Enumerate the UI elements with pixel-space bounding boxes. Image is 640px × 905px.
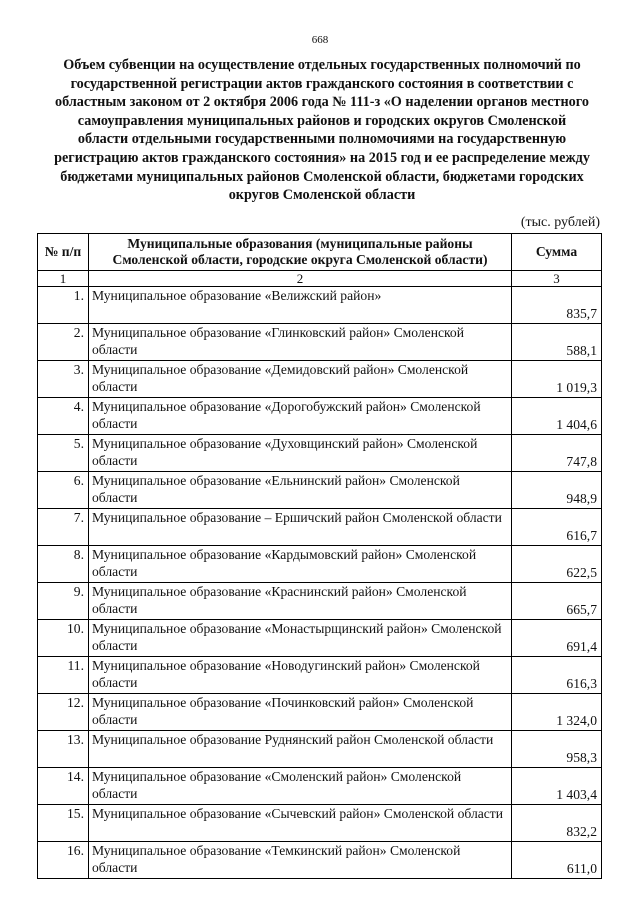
- table-row: [38, 620, 602, 657]
- table-header-row: [38, 234, 602, 271]
- row-number: 14.: [38, 768, 89, 805]
- subvention-amount: 588,1: [512, 324, 602, 361]
- header-number: № п/п: [38, 234, 89, 271]
- table-body: [38, 287, 602, 879]
- column-index-row: [38, 271, 602, 287]
- subvention-amount: 835,7: [512, 287, 602, 324]
- subvention-amount: 948,9: [512, 472, 602, 509]
- row-number: 5.: [38, 435, 89, 472]
- subvention-amount: 958,3: [512, 731, 602, 768]
- table-row: [38, 435, 602, 472]
- row-number: 10.: [38, 620, 89, 657]
- subvention-amount: 665,7: [512, 583, 602, 620]
- table-row: [38, 694, 602, 731]
- municipality-name: Муниципальное образование «Кардымовский район» Смоленской области: [89, 546, 512, 583]
- municipality-name: Муниципальное образование «Демидовский район» Смоленской области: [89, 361, 512, 398]
- subvention-amount: 1 404,6: [512, 398, 602, 435]
- municipality-name: Муниципальное образование «Духовщинский район» Смоленской области: [89, 435, 512, 472]
- municipality-name: Муниципальное образование «Монастырщинский район» Смоленской области: [89, 620, 512, 657]
- municipality-name: Муниципальное образование – Ершичский район Смоленской области: [89, 509, 512, 546]
- subvention-amount: 622,5: [512, 546, 602, 583]
- municipality-name: Муниципальное образование «Починковский район» Смоленской области: [89, 694, 512, 731]
- municipality-name: Муниципальное образование «Сычевский район» Смоленской области: [89, 805, 512, 842]
- row-number: 16.: [38, 842, 89, 879]
- table-row: [38, 398, 602, 435]
- subvention-amount: 832,2: [512, 805, 602, 842]
- table-row: [38, 324, 602, 361]
- subvention-amount: 747,8: [512, 435, 602, 472]
- table-row: [38, 583, 602, 620]
- table-row: [38, 657, 602, 694]
- municipality-name: Муниципальное образование «Ельнинский район» Смоленской области: [89, 472, 512, 509]
- subvention-amount: 691,4: [512, 620, 602, 657]
- column-index: 3: [512, 271, 602, 287]
- subvention-amount: 611,0: [512, 842, 602, 879]
- row-number: 6.: [38, 472, 89, 509]
- subvention-amount: 1 019,3: [512, 361, 602, 398]
- table-row: [38, 509, 602, 546]
- subvention-table: [37, 233, 602, 879]
- page-number: 668: [311, 34, 329, 46]
- row-number: 8.: [38, 546, 89, 583]
- table-row: [38, 472, 602, 509]
- row-number: 9.: [38, 583, 89, 620]
- table-row: [38, 731, 602, 768]
- subvention-amount: 616,3: [512, 657, 602, 694]
- table-row: [38, 546, 602, 583]
- subvention-amount: 616,7: [512, 509, 602, 546]
- row-number: 13.: [38, 731, 89, 768]
- header-municipality: Муниципальные образования (муниципальные районы Смоленской области, городские округа Смоленской области): [89, 234, 512, 271]
- row-number: 12.: [38, 694, 89, 731]
- row-number: 1.: [38, 287, 89, 324]
- municipality-name: Муниципальное образование «Смоленский район» Смоленской области: [89, 768, 512, 805]
- row-number: 2.: [38, 324, 89, 361]
- column-index: 1: [38, 271, 89, 287]
- subvention-amount: 1 324,0: [512, 694, 602, 731]
- row-number: 3.: [38, 361, 89, 398]
- table-row: [38, 768, 602, 805]
- units-label: (тыс. рублей): [520, 215, 600, 230]
- municipality-name: Муниципальное образование «Новодугинский район» Смоленской области: [89, 657, 512, 694]
- municipality-name: Муниципальное образование «Краснинский район» Смоленской области: [89, 583, 512, 620]
- municipality-name: Муниципальное образование «Темкинский район» Смоленской области: [89, 842, 512, 879]
- municipality-name: Муниципальное образование «Велижский район»: [89, 287, 512, 324]
- municipality-name: Муниципальное образование «Глинковский район» Смоленской области: [89, 324, 512, 361]
- municipality-name: Муниципальное образование Руднянский район Смоленской области: [89, 731, 512, 768]
- table-row: [38, 805, 602, 842]
- subvention-amount: 1 403,4: [512, 768, 602, 805]
- municipality-name: Муниципальное образование «Дорогобужский район» Смоленской области: [89, 398, 512, 435]
- table-row: [38, 287, 602, 324]
- row-number: 4.: [38, 398, 89, 435]
- row-number: 15.: [38, 805, 89, 842]
- header-sum: Сумма: [512, 234, 602, 271]
- row-number: 11.: [38, 657, 89, 694]
- document-title: Объем субвенции на осуществление отдельных государственных полномочий по государственной регистрации актов гражданского состояния в соответствии с областным законом от 2 октября 2006 года № 111-з «О наделении органов местного самоуправления муниципальных районов и городских округов Смоленской области отдельными государственными полномочиями на государственную регистрацию актов гражданского состояния» на 2015 год и ее распределение между бюджетами муниципальных районов Смоленской области, бюджетами городских округов Смоленской области: [54, 57, 590, 204]
- table-row: [38, 361, 602, 398]
- table-row: [38, 842, 602, 879]
- column-index: 2: [89, 271, 512, 287]
- row-number: 7.: [38, 509, 89, 546]
